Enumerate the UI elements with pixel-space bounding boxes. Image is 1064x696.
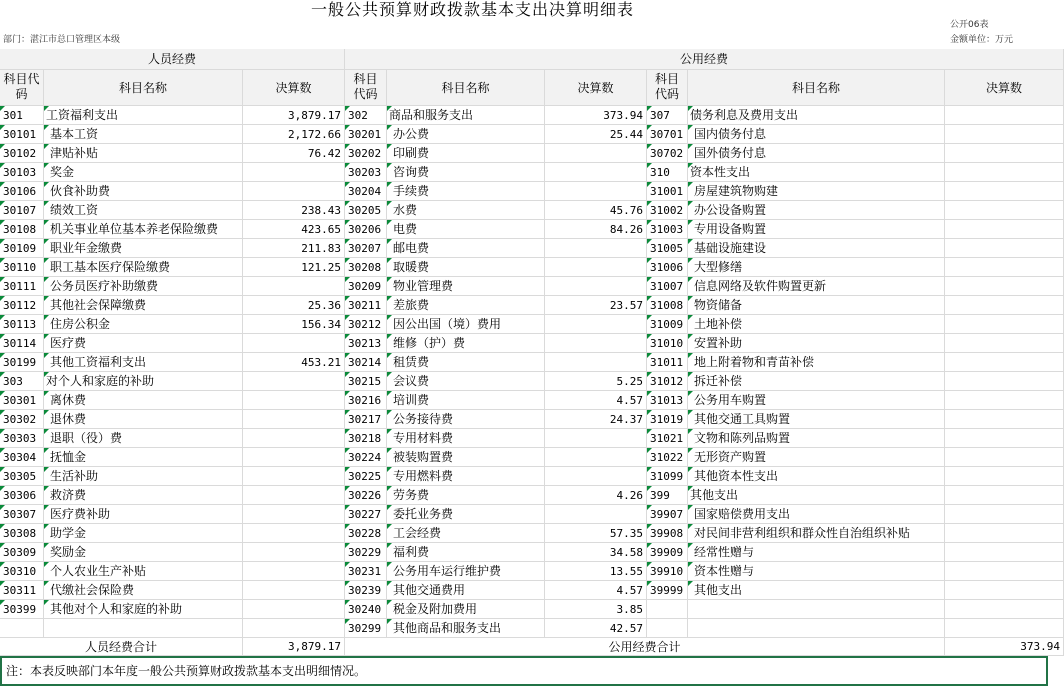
table-cell-name[interactable]: 邮电费 bbox=[387, 239, 545, 258]
table-cell-name[interactable]: 住房公积金 bbox=[44, 315, 243, 334]
table-cell-code[interactable]: 30308 bbox=[0, 524, 44, 543]
table-cell-amount[interactable] bbox=[545, 258, 647, 277]
table-cell-name[interactable]: 抚恤金 bbox=[44, 448, 243, 467]
table-cell-name[interactable]: 国内债务付息 bbox=[688, 125, 945, 144]
table-cell-code[interactable]: 30217 bbox=[345, 410, 387, 429]
table-cell-code[interactable]: 30231 bbox=[345, 562, 387, 581]
table-cell-name[interactable]: 文物和陈列品购置 bbox=[688, 429, 945, 448]
table-cell-code[interactable]: 31022 bbox=[647, 448, 688, 467]
table-cell-amount[interactable] bbox=[945, 448, 1064, 467]
table-cell-amount[interactable] bbox=[243, 486, 345, 505]
table-cell-code[interactable]: 30239 bbox=[345, 581, 387, 600]
table-cell-code[interactable]: 30202 bbox=[345, 144, 387, 163]
table-cell-name[interactable]: 其他支出 bbox=[688, 581, 945, 600]
table-cell-code[interactable]: 31021 bbox=[647, 429, 688, 448]
table-cell-name[interactable]: 会议费 bbox=[387, 372, 545, 391]
table-cell-code[interactable]: 30209 bbox=[345, 277, 387, 296]
table-cell-code[interactable]: 30101 bbox=[0, 125, 44, 144]
unit-label[interactable]: 金额单位：万元 bbox=[950, 35, 1014, 45]
table-cell-code[interactable]: 30103 bbox=[0, 163, 44, 182]
table-cell-code[interactable]: 31019 bbox=[647, 410, 688, 429]
table-cell-code[interactable]: 30207 bbox=[345, 239, 387, 258]
column-header-amount[interactable]: 决算数 bbox=[545, 70, 647, 106]
table-cell-amount[interactable]: 156.34 bbox=[243, 315, 345, 334]
table-cell-name[interactable]: 公务用车购置 bbox=[688, 391, 945, 410]
table-cell-name[interactable]: 职业年金缴费 bbox=[44, 239, 243, 258]
table-cell-amount[interactable] bbox=[945, 144, 1064, 163]
table-cell-name[interactable]: 大型修缮 bbox=[688, 258, 945, 277]
table-cell-code[interactable]: 310 bbox=[647, 163, 688, 182]
table-cell-amount[interactable]: 211.83 bbox=[243, 239, 345, 258]
table-cell-amount[interactable] bbox=[945, 372, 1064, 391]
table-cell-code[interactable]: 30305 bbox=[0, 467, 44, 486]
table-cell-code[interactable]: 30225 bbox=[345, 467, 387, 486]
table-cell-name[interactable]: 专用材料费 bbox=[387, 429, 545, 448]
department-label[interactable]: 部门：湛江市总口管理区本级 bbox=[3, 35, 121, 45]
table-cell-code[interactable]: 30301 bbox=[0, 391, 44, 410]
table-cell-name[interactable]: 伙食补助费 bbox=[44, 182, 243, 201]
table-cell-amount[interactable]: 42.57 bbox=[545, 619, 647, 638]
table-cell-amount[interactable] bbox=[945, 619, 1064, 638]
table-cell-amount[interactable] bbox=[243, 334, 345, 353]
table-cell-name[interactable]: 差旅费 bbox=[387, 296, 545, 315]
table-cell-amount[interactable] bbox=[545, 239, 647, 258]
table-cell-code[interactable]: 31011 bbox=[647, 353, 688, 372]
table-cell-code[interactable]: 30399 bbox=[0, 600, 44, 619]
table-cell-amount[interactable] bbox=[945, 410, 1064, 429]
table-cell-name[interactable]: 印刷费 bbox=[387, 144, 545, 163]
table-cell-code[interactable] bbox=[647, 600, 688, 619]
column-header-name[interactable]: 科目名称 bbox=[44, 70, 243, 106]
table-cell-code[interactable]: 30106 bbox=[0, 182, 44, 201]
table-cell-code[interactable]: 30204 bbox=[345, 182, 387, 201]
table-cell-name[interactable]: 其他支出 bbox=[688, 486, 945, 505]
table-cell-amount[interactable] bbox=[945, 429, 1064, 448]
public-total-label[interactable]: 公用经费合计 bbox=[345, 638, 945, 656]
table-cell-code[interactable]: 39907 bbox=[647, 505, 688, 524]
table-cell-amount[interactable] bbox=[243, 524, 345, 543]
table-cell-amount[interactable] bbox=[945, 258, 1064, 277]
table-cell-code[interactable]: 30307 bbox=[0, 505, 44, 524]
table-cell-amount[interactable] bbox=[945, 296, 1064, 315]
table-cell-code[interactable]: 30224 bbox=[345, 448, 387, 467]
table-cell-amount[interactable] bbox=[945, 334, 1064, 353]
table-cell-amount[interactable] bbox=[945, 353, 1064, 372]
column-header-amount[interactable]: 决算数 bbox=[243, 70, 345, 106]
table-cell-amount[interactable]: 2,172.66 bbox=[243, 125, 345, 144]
table-cell-amount[interactable] bbox=[945, 163, 1064, 182]
table-cell-name[interactable]: 对个人和家庭的补助 bbox=[44, 372, 243, 391]
table-cell-name[interactable]: 专用设备购置 bbox=[688, 220, 945, 239]
table-cell-name[interactable]: 其他工资福利支出 bbox=[44, 353, 243, 372]
table-cell-code[interactable]: 30203 bbox=[345, 163, 387, 182]
table-cell-amount[interactable] bbox=[243, 619, 345, 638]
table-cell-amount[interactable] bbox=[243, 543, 345, 562]
table-cell-amount[interactable]: 4.57 bbox=[545, 581, 647, 600]
table-cell-code[interactable]: 31002 bbox=[647, 201, 688, 220]
table-cell-amount[interactable] bbox=[243, 277, 345, 296]
table-cell-code[interactable]: 30108 bbox=[0, 220, 44, 239]
table-cell-amount[interactable] bbox=[243, 581, 345, 600]
table-cell-name[interactable] bbox=[44, 619, 243, 638]
table-cell-code[interactable]: 30201 bbox=[345, 125, 387, 144]
table-cell-code[interactable]: 30109 bbox=[0, 239, 44, 258]
table-cell-amount[interactable] bbox=[945, 562, 1064, 581]
table-cell-name[interactable]: 被装购置费 bbox=[387, 448, 545, 467]
table-cell-name[interactable]: 津贴补贴 bbox=[44, 144, 243, 163]
table-cell-amount[interactable] bbox=[945, 524, 1064, 543]
table-cell-name[interactable]: 国外债务付息 bbox=[688, 144, 945, 163]
table-cell-amount[interactable] bbox=[243, 163, 345, 182]
table-cell-amount[interactable]: 34.58 bbox=[545, 543, 647, 562]
table-cell-amount[interactable]: 423.65 bbox=[243, 220, 345, 239]
table-cell-code[interactable]: 31006 bbox=[647, 258, 688, 277]
table-cell-code[interactable]: 30311 bbox=[0, 581, 44, 600]
table-cell-code[interactable]: 30702 bbox=[647, 144, 688, 163]
form-code[interactable]: 公开06表 bbox=[950, 20, 989, 30]
table-cell-name[interactable] bbox=[688, 600, 945, 619]
table-cell-code[interactable]: 31009 bbox=[647, 315, 688, 334]
table-cell-amount[interactable]: 3,879.17 bbox=[243, 106, 345, 125]
table-cell-code[interactable]: 302 bbox=[345, 106, 387, 125]
table-cell-name[interactable]: 拆迁补偿 bbox=[688, 372, 945, 391]
table-cell-name[interactable]: 救济费 bbox=[44, 486, 243, 505]
table-cell-name[interactable]: 维修（护）费 bbox=[387, 334, 545, 353]
table-cell-name[interactable]: 资本性赠与 bbox=[688, 562, 945, 581]
table-cell-name[interactable]: 手续费 bbox=[387, 182, 545, 201]
table-cell-name[interactable]: 公务员医疗补助缴费 bbox=[44, 277, 243, 296]
table-cell-code[interactable]: 30216 bbox=[345, 391, 387, 410]
table-cell-code[interactable]: 30215 bbox=[345, 372, 387, 391]
table-cell-amount[interactable] bbox=[545, 505, 647, 524]
column-header-code[interactable]: 科目代码 bbox=[345, 70, 387, 106]
table-cell-name[interactable]: 资本性支出 bbox=[688, 163, 945, 182]
table-cell-code[interactable]: 30229 bbox=[345, 543, 387, 562]
table-cell-code[interactable]: 39910 bbox=[647, 562, 688, 581]
table-cell-code[interactable]: 31012 bbox=[647, 372, 688, 391]
table-cell-code[interactable]: 30110 bbox=[0, 258, 44, 277]
table-cell-amount[interactable] bbox=[945, 182, 1064, 201]
table-cell-code[interactable]: 30208 bbox=[345, 258, 387, 277]
table-cell-name[interactable]: 经常性赠与 bbox=[688, 543, 945, 562]
table-cell-amount[interactable] bbox=[243, 600, 345, 619]
table-cell-amount[interactable] bbox=[243, 182, 345, 201]
table-cell-amount[interactable]: 24.37 bbox=[545, 410, 647, 429]
table-cell-name[interactable]: 工资福利支出 bbox=[44, 106, 243, 125]
table-cell-code[interactable]: 30111 bbox=[0, 277, 44, 296]
table-cell-code[interactable]: 30304 bbox=[0, 448, 44, 467]
table-cell-amount[interactable] bbox=[945, 239, 1064, 258]
table-cell-name[interactable]: 水费 bbox=[387, 201, 545, 220]
table-cell-code[interactable]: 30306 bbox=[0, 486, 44, 505]
table-cell-name[interactable]: 其他社会保障缴费 bbox=[44, 296, 243, 315]
table-cell-name[interactable]: 劳务费 bbox=[387, 486, 545, 505]
table-cell-amount[interactable] bbox=[243, 372, 345, 391]
personnel-total-label[interactable]: 人员经费合计 bbox=[0, 638, 243, 656]
table-cell-name[interactable]: 办公费 bbox=[387, 125, 545, 144]
table-cell-code[interactable]: 301 bbox=[0, 106, 44, 125]
table-cell-name[interactable]: 退职（役）费 bbox=[44, 429, 243, 448]
table-cell-name[interactable]: 工会经费 bbox=[387, 524, 545, 543]
table-cell-code[interactable]: 30205 bbox=[345, 201, 387, 220]
table-cell-amount[interactable]: 13.55 bbox=[545, 562, 647, 581]
table-cell-name[interactable]: 退休费 bbox=[44, 410, 243, 429]
table-cell-code[interactable]: 39909 bbox=[647, 543, 688, 562]
table-cell-name[interactable] bbox=[688, 619, 945, 638]
table-cell-name[interactable]: 个人农业生产补贴 bbox=[44, 562, 243, 581]
table-cell-code[interactable]: 30302 bbox=[0, 410, 44, 429]
table-cell-amount[interactable] bbox=[243, 391, 345, 410]
table-cell-name[interactable]: 其他交通工具购置 bbox=[688, 410, 945, 429]
table-cell-amount[interactable] bbox=[545, 163, 647, 182]
public-total-value[interactable]: 373.94 bbox=[945, 638, 1064, 656]
table-cell-amount[interactable] bbox=[545, 144, 647, 163]
table-cell-name[interactable]: 电费 bbox=[387, 220, 545, 239]
table-cell-name[interactable]: 其他对个人和家庭的补助 bbox=[44, 600, 243, 619]
table-cell-amount[interactable]: 4.57 bbox=[545, 391, 647, 410]
table-cell-amount[interactable]: 25.44 bbox=[545, 125, 647, 144]
table-cell-code[interactable]: 31001 bbox=[647, 182, 688, 201]
table-cell-code[interactable]: 39908 bbox=[647, 524, 688, 543]
table-cell-name[interactable]: 其他商品和服务支出 bbox=[387, 619, 545, 638]
table-cell-code[interactable]: 30213 bbox=[345, 334, 387, 353]
table-cell-name[interactable]: 基本工资 bbox=[44, 125, 243, 144]
table-cell-name[interactable]: 对民间非营利组织和群众性自治组织补贴 bbox=[688, 524, 945, 543]
table-cell-code[interactable]: 31005 bbox=[647, 239, 688, 258]
table-cell-amount[interactable]: 121.25 bbox=[243, 258, 345, 277]
table-cell-name[interactable]: 房屋建筑物购建 bbox=[688, 182, 945, 201]
table-cell-amount[interactable]: 453.21 bbox=[243, 353, 345, 372]
table-cell-amount[interactable] bbox=[545, 448, 647, 467]
table-cell-amount[interactable]: 76.42 bbox=[243, 144, 345, 163]
table-cell-amount[interactable] bbox=[945, 486, 1064, 505]
table-cell-amount[interactable] bbox=[945, 467, 1064, 486]
table-cell-code[interactable]: 30107 bbox=[0, 201, 44, 220]
table-cell-amount[interactable] bbox=[945, 315, 1064, 334]
table-cell-amount[interactable] bbox=[545, 353, 647, 372]
table-cell-name[interactable]: 租赁费 bbox=[387, 353, 545, 372]
table-cell-name[interactable]: 无形资产购置 bbox=[688, 448, 945, 467]
table-cell-name[interactable]: 物业管理费 bbox=[387, 277, 545, 296]
table-cell-amount[interactable] bbox=[945, 505, 1064, 524]
table-cell-amount[interactable] bbox=[945, 201, 1064, 220]
table-cell-amount[interactable] bbox=[545, 429, 647, 448]
table-cell-amount[interactable] bbox=[945, 277, 1064, 296]
column-header-code[interactable]: 科目代码 bbox=[647, 70, 688, 106]
table-cell-name[interactable]: 取暖费 bbox=[387, 258, 545, 277]
table-cell-amount[interactable]: 3.85 bbox=[545, 600, 647, 619]
table-cell-code[interactable]: 30309 bbox=[0, 543, 44, 562]
table-cell-name[interactable]: 培训费 bbox=[387, 391, 545, 410]
table-cell-name[interactable]: 办公设备购置 bbox=[688, 201, 945, 220]
table-cell-code[interactable]: 31099 bbox=[647, 467, 688, 486]
table-cell-name[interactable]: 奖金 bbox=[44, 163, 243, 182]
table-cell-code[interactable]: 30228 bbox=[345, 524, 387, 543]
table-cell-amount[interactable] bbox=[243, 448, 345, 467]
table-cell-name[interactable]: 债务利息及费用支出 bbox=[688, 106, 945, 125]
table-cell-name[interactable]: 信息网络及软件购置更新 bbox=[688, 277, 945, 296]
table-cell-amount[interactable] bbox=[545, 182, 647, 201]
table-cell-code[interactable]: 30701 bbox=[647, 125, 688, 144]
table-cell-name[interactable]: 其他交通费用 bbox=[387, 581, 545, 600]
table-cell-code[interactable]: 30102 bbox=[0, 144, 44, 163]
table-cell-amount[interactable]: 23.57 bbox=[545, 296, 647, 315]
table-cell-name[interactable]: 委托业务费 bbox=[387, 505, 545, 524]
table-cell-name[interactable]: 商品和服务支出 bbox=[387, 106, 545, 125]
note-cell[interactable]: 注：本表反映部门本年度一般公共预算财政拨款基本支出明细情况。 bbox=[0, 656, 1048, 686]
table-cell-name[interactable]: 福利费 bbox=[387, 543, 545, 562]
table-cell-amount[interactable]: 238.43 bbox=[243, 201, 345, 220]
table-cell-code[interactable]: 30303 bbox=[0, 429, 44, 448]
table-cell-name[interactable]: 基础设施建设 bbox=[688, 239, 945, 258]
table-cell-amount[interactable]: 25.36 bbox=[243, 296, 345, 315]
table-cell-code[interactable]: 30299 bbox=[345, 619, 387, 638]
table-cell-amount[interactable]: 84.26 bbox=[545, 220, 647, 239]
table-cell-name[interactable]: 公务接待费 bbox=[387, 410, 545, 429]
table-cell-name[interactable]: 因公出国（境）费用 bbox=[387, 315, 545, 334]
table-cell-code[interactable]: 30218 bbox=[345, 429, 387, 448]
table-cell-code[interactable]: 30113 bbox=[0, 315, 44, 334]
table-cell-name[interactable]: 助学金 bbox=[44, 524, 243, 543]
column-header-name[interactable]: 科目名称 bbox=[387, 70, 545, 106]
table-cell-code[interactable] bbox=[647, 619, 688, 638]
table-cell-code[interactable]: 30310 bbox=[0, 562, 44, 581]
table-cell-code[interactable]: 303 bbox=[0, 372, 44, 391]
table-cell-code[interactable]: 30206 bbox=[345, 220, 387, 239]
table-cell-name[interactable]: 职工基本医疗保险缴费 bbox=[44, 258, 243, 277]
table-cell-amount[interactable] bbox=[243, 562, 345, 581]
table-cell-code[interactable]: 30212 bbox=[345, 315, 387, 334]
table-cell-code[interactable]: 30199 bbox=[0, 353, 44, 372]
table-cell-name[interactable]: 专用燃料费 bbox=[387, 467, 545, 486]
table-cell-code[interactable]: 31003 bbox=[647, 220, 688, 239]
table-cell-name[interactable]: 其他资本性支出 bbox=[688, 467, 945, 486]
table-cell-amount[interactable] bbox=[545, 315, 647, 334]
table-cell-amount[interactable] bbox=[545, 334, 647, 353]
table-cell-code[interactable]: 30112 bbox=[0, 296, 44, 315]
column-header-name[interactable]: 科目名称 bbox=[688, 70, 945, 106]
table-cell-code[interactable]: 39999 bbox=[647, 581, 688, 600]
table-cell-code[interactable]: 307 bbox=[647, 106, 688, 125]
table-cell-amount[interactable] bbox=[945, 220, 1064, 239]
table-cell-code[interactable]: 399 bbox=[647, 486, 688, 505]
personnel-section-header[interactable]: 人员经费 bbox=[0, 49, 345, 70]
table-cell-code[interactable]: 30214 bbox=[345, 353, 387, 372]
table-cell-amount[interactable] bbox=[545, 277, 647, 296]
table-cell-code[interactable] bbox=[0, 619, 44, 638]
table-cell-code[interactable]: 30211 bbox=[345, 296, 387, 315]
table-cell-name[interactable]: 生活补助 bbox=[44, 467, 243, 486]
table-cell-amount[interactable]: 4.26 bbox=[545, 486, 647, 505]
table-cell-name[interactable]: 安置补助 bbox=[688, 334, 945, 353]
table-cell-amount[interactable]: 57.35 bbox=[545, 524, 647, 543]
table-cell-name[interactable]: 税金及附加费用 bbox=[387, 600, 545, 619]
table-cell-name[interactable]: 代缴社会保险费 bbox=[44, 581, 243, 600]
table-cell-amount[interactable] bbox=[243, 429, 345, 448]
table-cell-amount[interactable] bbox=[945, 600, 1064, 619]
table-cell-name[interactable]: 医疗费 bbox=[44, 334, 243, 353]
table-cell-amount[interactable] bbox=[945, 543, 1064, 562]
table-cell-amount[interactable] bbox=[945, 391, 1064, 410]
table-cell-code[interactable]: 30226 bbox=[345, 486, 387, 505]
table-cell-amount[interactable]: 5.25 bbox=[545, 372, 647, 391]
table-cell-amount[interactable] bbox=[243, 467, 345, 486]
personnel-total-value[interactable]: 3,879.17 bbox=[243, 638, 345, 656]
table-cell-code[interactable]: 31010 bbox=[647, 334, 688, 353]
table-cell-name[interactable]: 机关事业单位基本养老保险缴费 bbox=[44, 220, 243, 239]
table-cell-code[interactable]: 31008 bbox=[647, 296, 688, 315]
table-cell-name[interactable]: 奖励金 bbox=[44, 543, 243, 562]
table-cell-amount[interactable] bbox=[545, 467, 647, 486]
table-cell-name[interactable]: 绩效工资 bbox=[44, 201, 243, 220]
table-cell-name[interactable]: 离休费 bbox=[44, 391, 243, 410]
table-cell-name[interactable]: 土地补偿 bbox=[688, 315, 945, 334]
table-cell-amount[interactable] bbox=[945, 581, 1064, 600]
table-cell-code[interactable]: 30227 bbox=[345, 505, 387, 524]
table-cell-name[interactable]: 公务用车运行维护费 bbox=[387, 562, 545, 581]
page-title[interactable]: 一般公共预算财政拨款基本支出决算明细表 bbox=[310, 0, 634, 19]
table-cell-name[interactable]: 医疗费补助 bbox=[44, 505, 243, 524]
table-cell-amount[interactable]: 45.76 bbox=[545, 201, 647, 220]
column-header-amount[interactable]: 决算数 bbox=[945, 70, 1064, 106]
table-cell-name[interactable]: 咨询费 bbox=[387, 163, 545, 182]
table-cell-amount[interactable] bbox=[945, 106, 1064, 125]
table-cell-code[interactable]: 31013 bbox=[647, 391, 688, 410]
table-cell-code[interactable]: 31007 bbox=[647, 277, 688, 296]
table-cell-name[interactable]: 国家赔偿费用支出 bbox=[688, 505, 945, 524]
table-cell-amount[interactable] bbox=[945, 125, 1064, 144]
table-cell-name[interactable]: 地上附着物和青苗补偿 bbox=[688, 353, 945, 372]
table-cell-code[interactable]: 30114 bbox=[0, 334, 44, 353]
table-cell-name[interactable]: 物资储备 bbox=[688, 296, 945, 315]
table-cell-amount[interactable] bbox=[243, 410, 345, 429]
column-header-code[interactable]: 科目代码 bbox=[0, 70, 44, 106]
table-cell-amount[interactable]: 373.94 bbox=[545, 106, 647, 125]
table-cell-amount[interactable] bbox=[243, 505, 345, 524]
table-cell-code[interactable]: 30240 bbox=[345, 600, 387, 619]
public-section-header[interactable]: 公用经费 bbox=[345, 49, 1064, 70]
